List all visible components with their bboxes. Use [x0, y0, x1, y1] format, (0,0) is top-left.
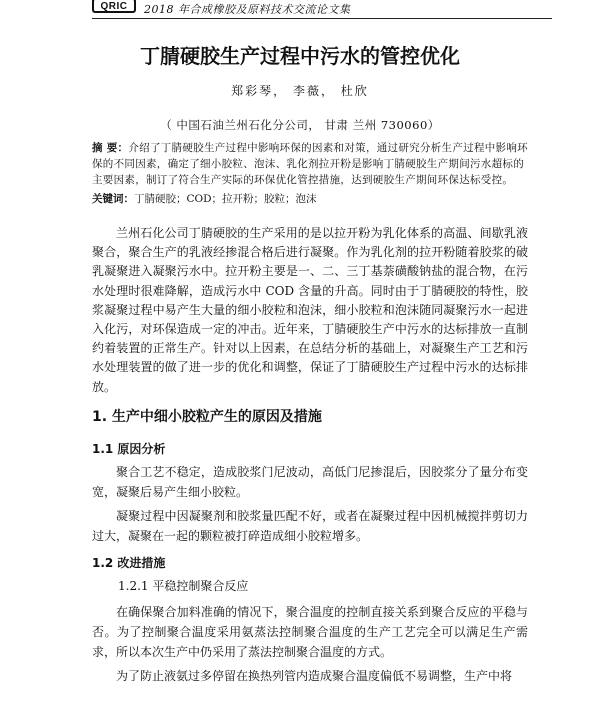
running-title: 2018 年合成橡胶及原料技术交流论文集: [144, 3, 351, 16]
affiliation: （ 中国石油兰州石化分公司， 甘肃 兰州 730060）: [160, 118, 440, 132]
body-paragraph: 聚合工艺不稳定，造成胶浆门尼波动，高低门尼掺混后，因胶浆分了量分布变宽，凝聚后易产生细小胶粒。: [92, 465, 528, 499]
authors: 郑彩琴， 李薇， 杜欣: [231, 84, 369, 98]
abstract: [92, 140, 528, 188]
body-paragraph: 为了防止液氨过多停留在换热列管内造成聚合温度偏低不易调整，生产中将: [116, 669, 513, 683]
subsection-heading: 1.1 原因分析: [92, 442, 166, 456]
abstract-label: 摘 要：: [92, 142, 129, 154]
keywords-text: 丁腈硬胶；COD；拉开粉；胶粒；泡沫: [134, 193, 317, 205]
running-header: [92, 0, 552, 16]
keywords: [92, 191, 528, 207]
abstract-text: 介绍了丁腈硬胶生产过程中影响环保的因素和对策，通过研究分析生产过程中影响环保的不同因素，确定了细小胶粒、泡沫、乳化剂拉开粉是影响丁腈硬胶生产期间污水超标的主要因素，制订了符合生产实际的环保优化管控措施，达到硬胶生产期间环保达标受控。: [92, 142, 528, 186]
body-paragraph: 在确保聚合加料准确的情况下，聚合温度的控制直接关系到聚合反应的平稳与否。为了控制聚合温度采用氨蒸法控制聚合温度的生产工艺完全可以满足生产需求，所以本次生产中仍采用了蒸法控制聚合温度的方式。: [92, 605, 528, 659]
intro-paragraph: 兰州石化公司丁腈硬胶的生产采用的是以拉开粉为乳化体系的高温、间歇乳液聚合，聚合生产的乳液经掺混合格后进行凝聚。作为乳化剂的拉开粉随着胶浆的破乳凝聚进入凝聚污水中。拉开粉主要是一、二、三丁基萘磺酸钠盐的混合物，在污水处理时很难降解，造成污水中 COD 含量的升高。同时由于丁腈硬胶的特性，胶浆凝聚过程中易产生大量的细小胶粒和泡沫，细小胶粒和泡沫随同凝聚污水一起进入化污，对环保造成一定的冲击。近年来，丁腈硬胶生产中污水的达标排放一直制约着装置的正常生产。针对以上因素，在总结分析的基础上，对凝聚生产工艺和污水处理装置的做了进一步的优化和调整，保证了丁腈硬胶生产过程中污水的达标排放。: [92, 226, 528, 394]
section-heading: 1. 生产中细小胶粒产生的原因及措施: [92, 409, 322, 425]
paper-title: 丁腈硬胶生产过程中污水的管控优化: [140, 44, 460, 68]
subsection-heading: 1.2 改进措施: [92, 556, 166, 570]
subsubsection-heading: 1.2.1 平稳控制聚合反应: [118, 579, 249, 593]
body-paragraph: 凝聚过程中因凝聚剂和胶浆量匹配不好，或者在凝聚过程中因机械搅拌剪切力过大，凝聚在一起的颗粒被打碎造成细小胶粒增多。: [92, 509, 528, 543]
keywords-label: 关键词：: [92, 193, 134, 205]
header-divider: [92, 18, 552, 19]
conference-logo: QRIC: [92, 0, 136, 13]
